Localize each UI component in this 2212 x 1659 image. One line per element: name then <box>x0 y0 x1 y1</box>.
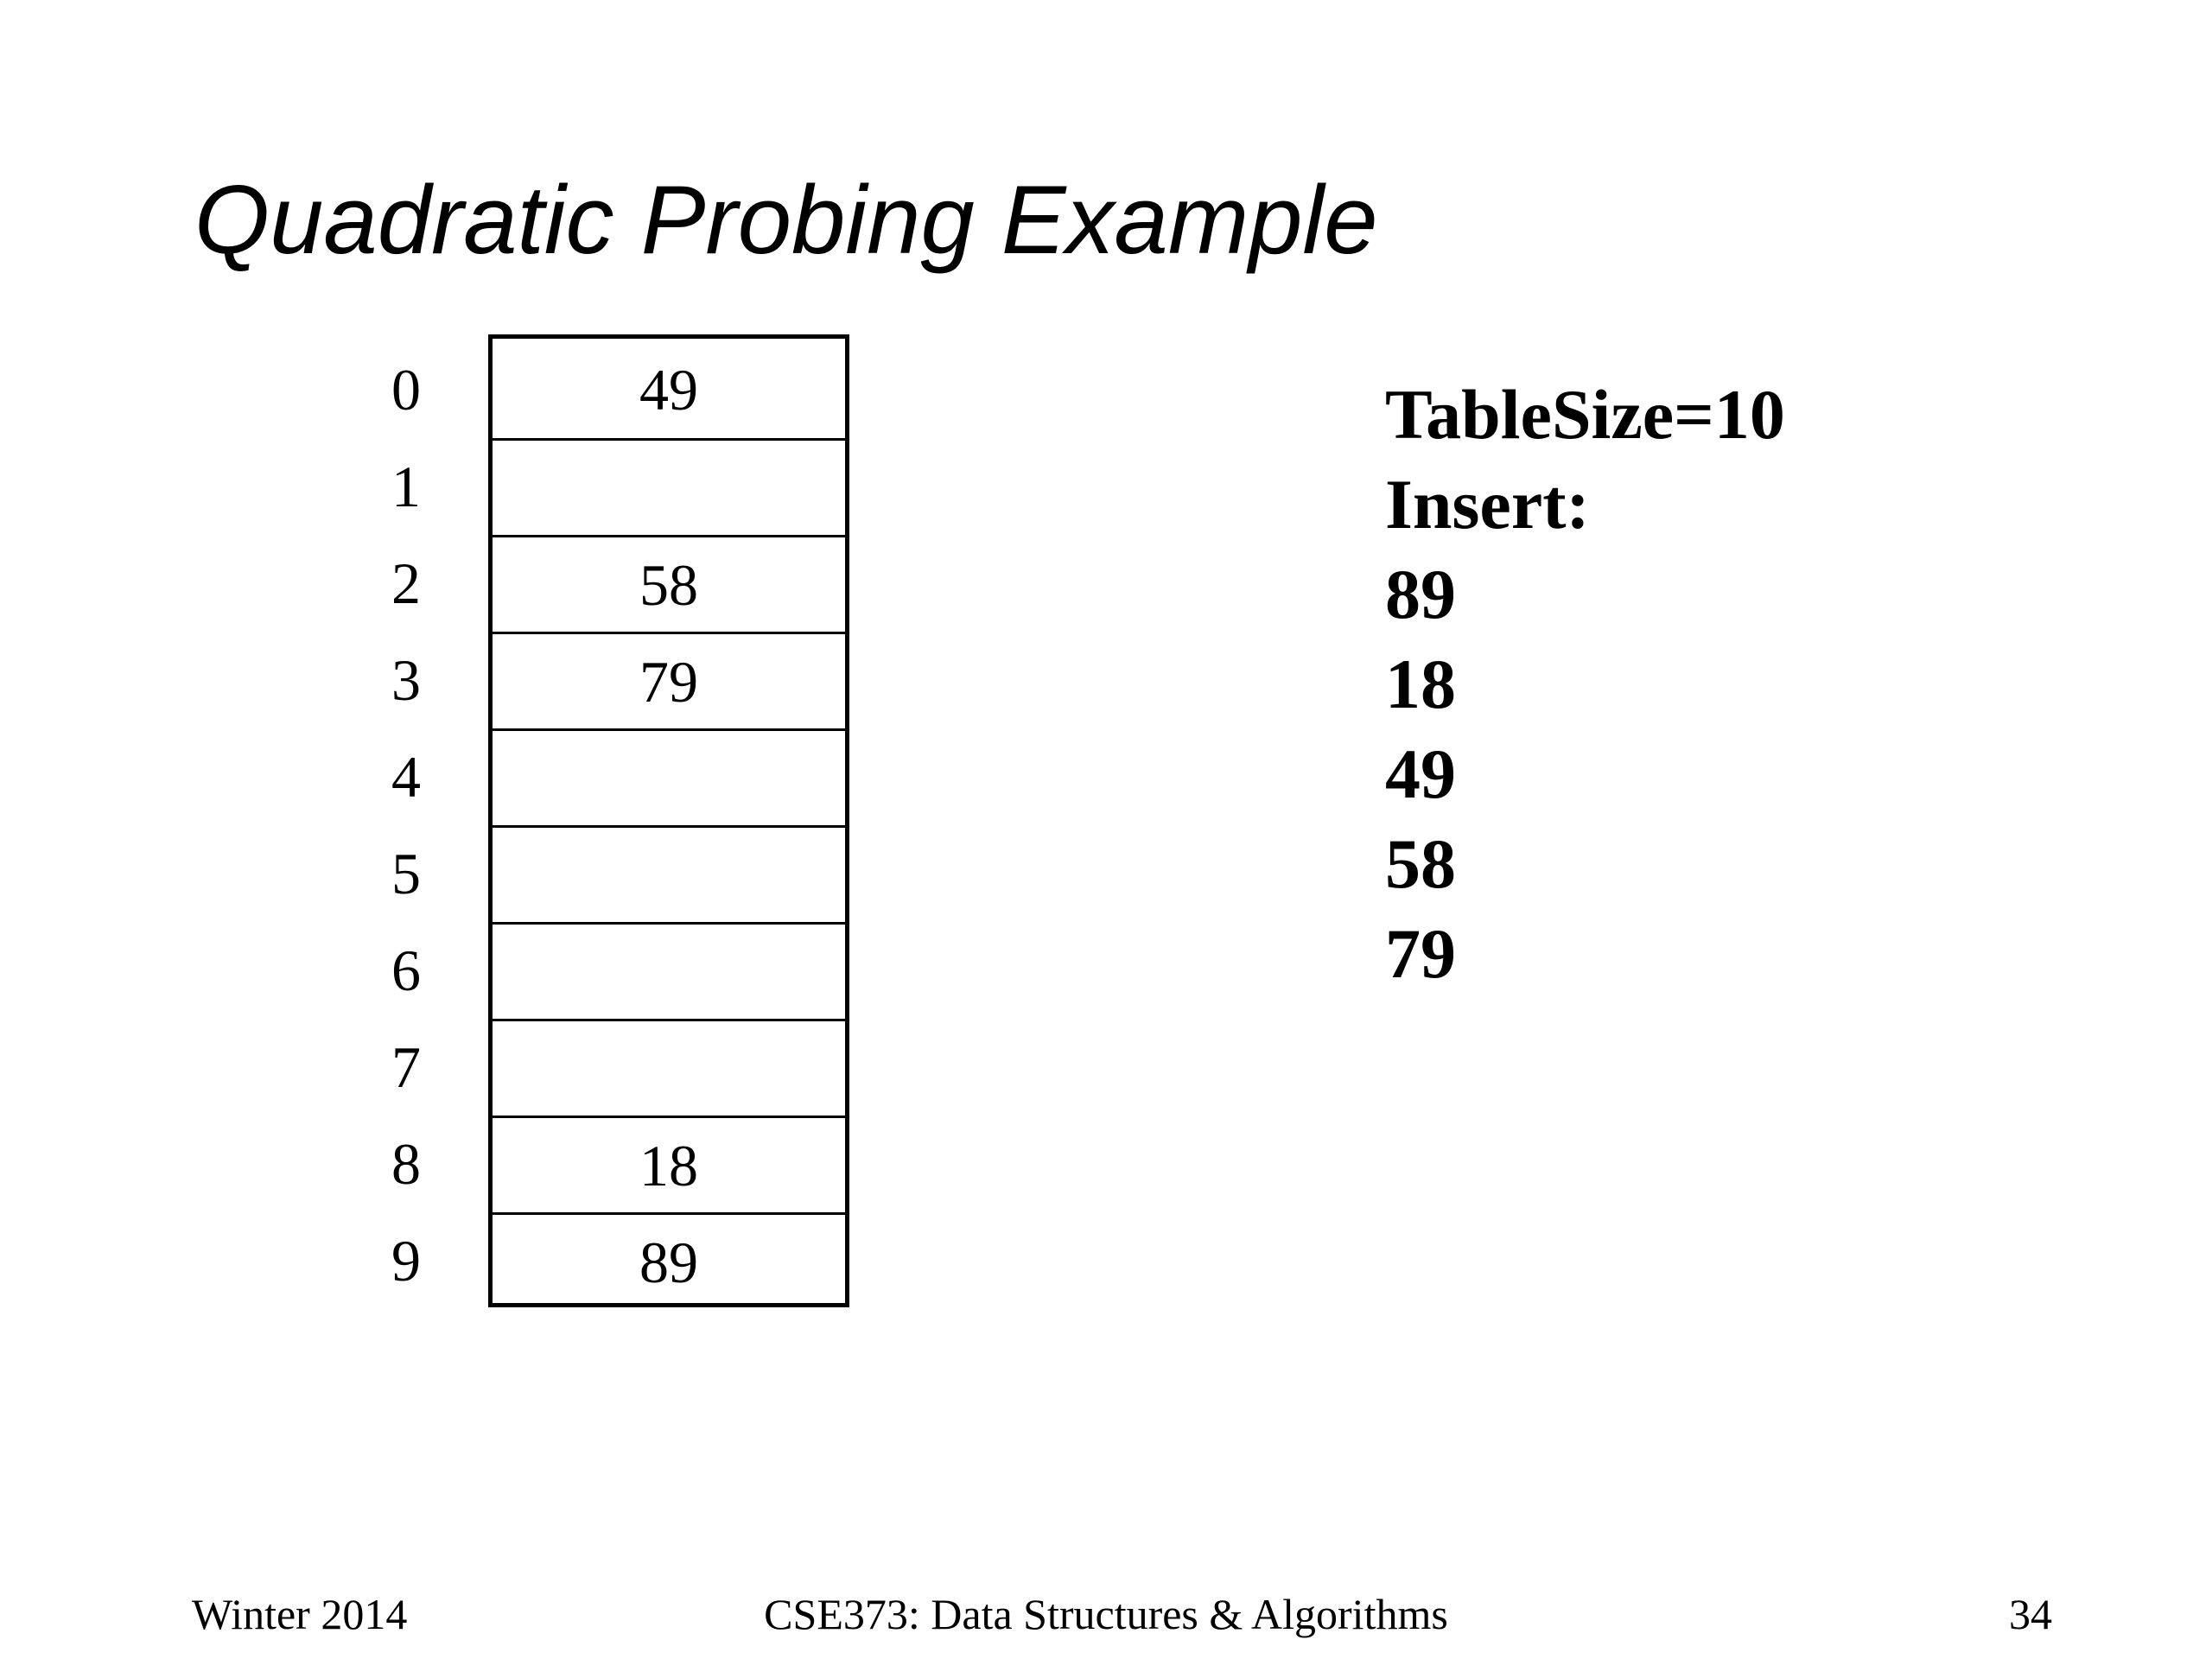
table-slot: 49 <box>639 357 698 423</box>
table-size-label: TableSize=10 <box>1385 375 1785 454</box>
footer-course: CSE373: Data Structures & Algorithms <box>764 1590 1448 1638</box>
table-slot <box>493 1019 845 1116</box>
slot-index: 1 <box>391 454 421 519</box>
table-slot: 79 <box>493 632 845 728</box>
table-slot <box>493 438 845 535</box>
slot-index: 7 <box>391 1034 421 1100</box>
insert-value: 58 <box>1385 824 1456 903</box>
insert-value: 89 <box>1385 555 1456 633</box>
insert-value: 18 <box>1385 645 1456 723</box>
hash-table <box>488 334 849 1307</box>
insert-value: 49 <box>1385 734 1456 813</box>
slot-index: 2 <box>391 550 421 616</box>
slot-index: 9 <box>391 1228 421 1294</box>
table-slot <box>493 922 845 1019</box>
table-slot: 18 <box>493 1116 845 1212</box>
slide-title: Quadratic Probing Example <box>194 166 1378 274</box>
insert-label: Insert: <box>1385 465 1590 543</box>
insert-value: 79 <box>1385 914 1456 993</box>
table-slot: 58 <box>493 535 845 632</box>
insert-sequence <box>1385 370 1785 999</box>
slot-index: 0 <box>391 357 421 423</box>
table-slot <box>493 728 845 825</box>
page-number: 34 <box>2009 1590 2052 1638</box>
slot-index: 6 <box>391 938 421 1003</box>
slot-index: 3 <box>391 647 421 713</box>
slot-index: 4 <box>391 744 421 810</box>
slot-index: 5 <box>391 841 421 906</box>
table-slot <box>493 825 845 922</box>
slot-index: 8 <box>391 1131 421 1197</box>
table-slot: 89 <box>493 1212 845 1309</box>
footer-term: Winter 2014 <box>192 1590 408 1638</box>
